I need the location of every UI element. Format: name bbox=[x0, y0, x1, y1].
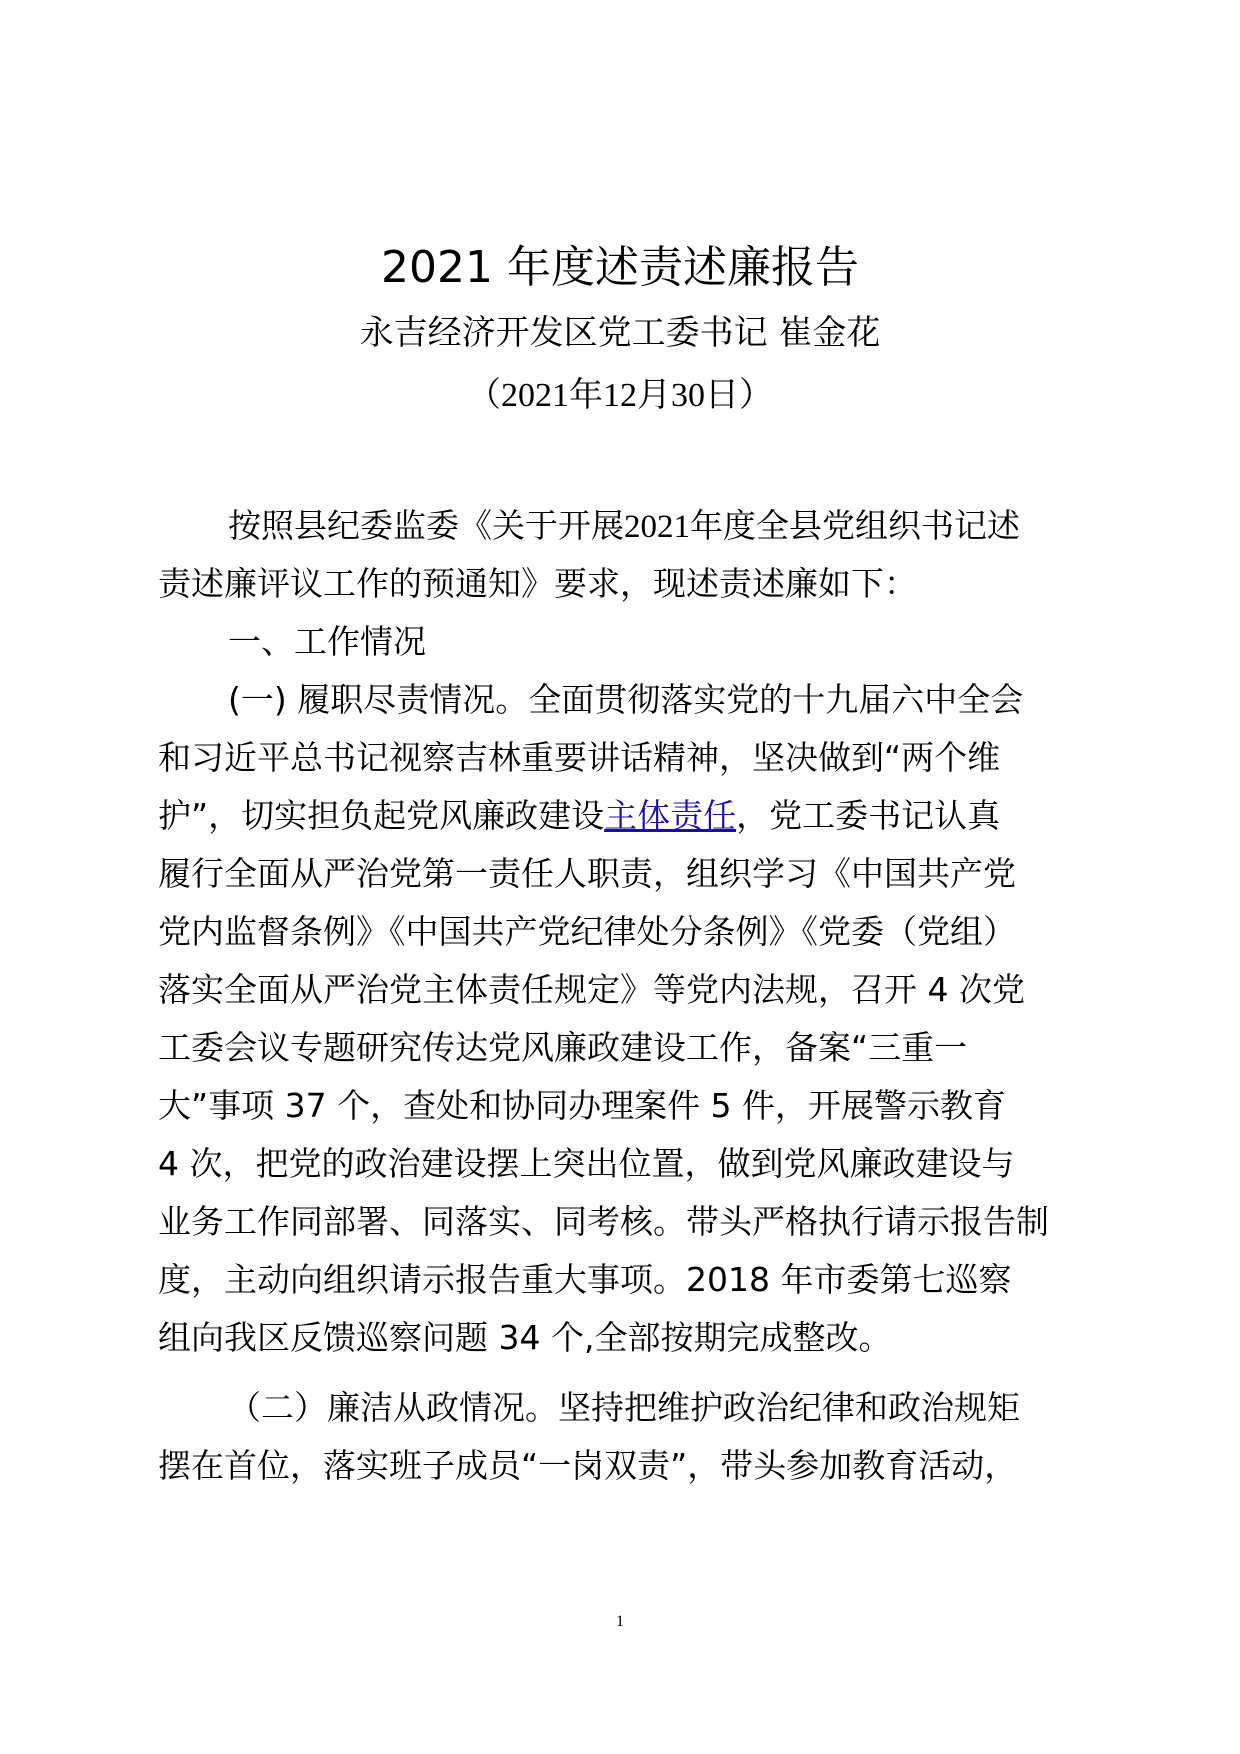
para1-line-5: 党内监督条例》《中国共产党纪律处分条例》《党委（党组） bbox=[158, 912, 1016, 951]
para2-line-1: （二）廉洁从政情况。坚持把维护政治纪律和政治规矩 bbox=[228, 1388, 1020, 1427]
para1-line-12: 组向我区反馈巡察问题 34 个,全部按期完成整改。 bbox=[158, 1318, 892, 1357]
para1-line-9: 4 次，把党的政治建设摆上突出位置，做到党风廉政建设与 bbox=[158, 1144, 1015, 1183]
para1-line-2: 和习近平总书记视察吉林重要讲话精神，坚决做到“两个维 bbox=[158, 738, 1001, 777]
para1-line-3-start: 护”，切实担负起党风廉政建设 bbox=[158, 796, 605, 835]
date-open-paren: （ bbox=[467, 375, 501, 415]
document-title: 2021 年度述责述廉报告 bbox=[381, 242, 859, 293]
intro-line-1-start: 按照县纪委监委《关于开展 bbox=[228, 506, 624, 545]
para1-line-3-end: ，党工委书记认真 bbox=[736, 796, 1001, 835]
date-close-paren: ） bbox=[739, 375, 773, 415]
section-heading-work: 一、工作情况 bbox=[228, 622, 426, 661]
link-main-responsibility[interactable]: 主体责任 bbox=[604, 796, 737, 835]
para1-line-6: 落实全面从严治党主体责任规定》等党内法规，召开 4 次党 bbox=[158, 970, 1025, 1009]
intro-line-2: 责述廉评议工作的预通知》要求，现述责述廉如下： bbox=[158, 564, 917, 603]
para1-line-1: (一) 履职尽责情况。全面贯彻落实党的十九届六中全会 bbox=[228, 680, 1024, 719]
date-year-unit: 年 bbox=[569, 375, 603, 415]
para1-line-4: 履行全面从严治党第一责任人职责，组织学习《中国共产党 bbox=[158, 854, 1016, 893]
date-day-unit: 日 bbox=[705, 375, 739, 415]
intro-line-1 bbox=[228, 498, 1020, 555]
intro-line-1-end: 年度全县党组织书记述 bbox=[690, 506, 1020, 545]
date-month: 12 bbox=[603, 377, 637, 414]
date-year: 2021 bbox=[501, 377, 569, 414]
page-number: 1 bbox=[616, 1613, 624, 1630]
para2-line-2: 摆在首位，落实班子成员“一岗双责”，带头参加教育活动， bbox=[158, 1446, 1018, 1485]
date-day: 30 bbox=[671, 377, 705, 414]
author-line: 永吉经济开发区党工委书记 崔金花 bbox=[359, 313, 881, 353]
date-month-unit: 月 bbox=[637, 375, 671, 415]
para1-line-11: 度，主动向组织请示报告重大事项。2018 年市委第七巡察 bbox=[158, 1260, 1012, 1299]
para1-line-10: 业务工作同部署、同落实、同考核。带头严格执行请示报告制 bbox=[158, 1202, 1049, 1241]
para1-line-3 bbox=[158, 788, 1000, 844]
para1-line-8: 大”事项 37 个，查处和协同办理案件 5 件，开展警示教育 bbox=[158, 1086, 1007, 1125]
document-date bbox=[0, 370, 1240, 421]
para1-line-7: 工委会议专题研究传达党风廉政建设工作，备案“三重一 bbox=[158, 1028, 968, 1067]
intro-year: 2021 bbox=[624, 509, 690, 545]
